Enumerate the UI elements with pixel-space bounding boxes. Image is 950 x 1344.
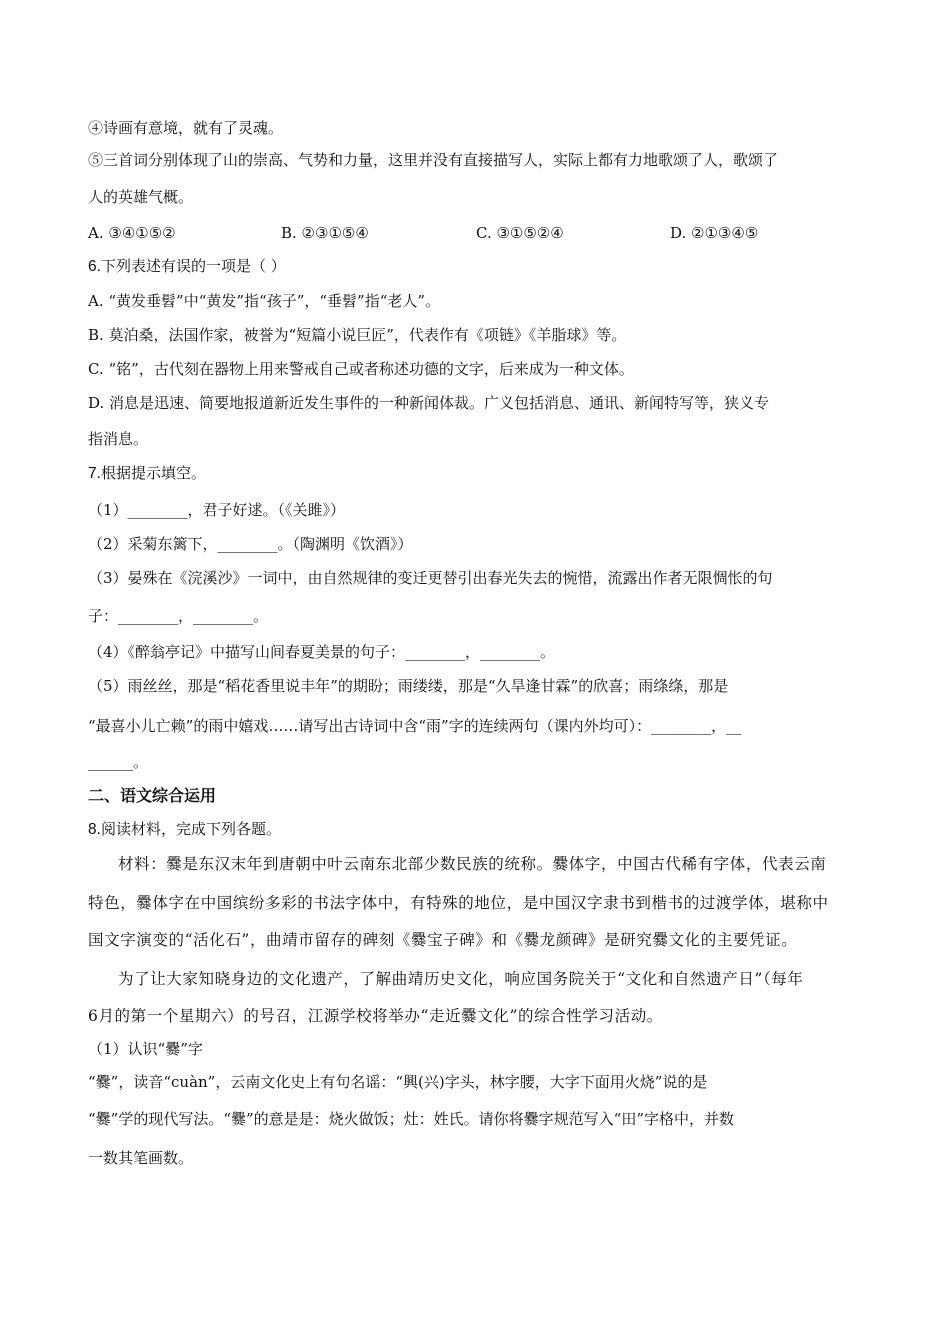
- q8-part-1-line2: “爨”学的现代写法。“爨”的意是是：烧火做饭；灶：姓氏。请你将爨字规范写入“田”字格中，并数: [88, 1110, 735, 1128]
- q8-material-2-line2: 6月的第一个星期六）的号召，江源学校将举办“走近爨文化”的综合性学习活动。: [88, 1007, 663, 1025]
- q6-option-d-line1: D. 消息是迅速、简要地报道新近发生事件的一种新闻体裁。广义包括消息、通讯、新闻特写等，狭义专: [88, 394, 770, 412]
- q5-option-b: B. ②③①⑤④: [281, 224, 369, 242]
- q6-option-c: C. “铭”，古代刻在器物上用来警戒自己或者称述功德的文字，后来成为一种文体。: [88, 360, 634, 378]
- q7-sub-5-line3: ______。: [88, 753, 149, 771]
- q6-option-a: A. “黄发垂髫”中“黄发”指“孩子”，“垂髫”指“老人”。: [88, 292, 441, 310]
- q7-sub-5-line1: （5）雨丝丝，那是“稻花香里说丰年”的期盼；雨缕缕，那是“久旱逢甘霖”的欣喜；雨绦绦，那是: [88, 677, 729, 695]
- section-heading: 二、语文综合运用: [88, 786, 217, 805]
- q7-stem: [88, 463, 206, 484]
- q8-material-1-line1: 材料：爨是东汉末年到唐朝中叶云南东北部少数民族的统称。爨体字，中国古代稀有字体，代表云南: [118, 855, 827, 873]
- q8-number: 8.: [88, 821, 101, 838]
- q8-material-1-line3: 国文字演变的“活化石”，曲靖市留存的碑刻《爨宝子碑》和《爨龙颜碑》是研究爨文化的主要凭证。: [88, 931, 798, 949]
- q8-material-2-line1: 为了让大家知晓身边的文化遗产，了解曲靖历史文化，响应国务院关于“文化和自然遗产日”（每年: [118, 970, 804, 988]
- q8-part-1-line3: 一数其笔画数。: [88, 1149, 194, 1167]
- q6-number: 6.: [88, 258, 101, 275]
- q5-option-a: A. ③④①⑤②: [88, 224, 176, 242]
- q5-item-5-line2: 人的英雄气概。: [88, 188, 194, 206]
- q8-part-1-title: （1）认识“爨”字: [88, 1040, 203, 1058]
- q6-stem-text: 下列表述有误的一项是（ ）: [100, 257, 286, 275]
- q7-sub-2: （2）采菊东篱下，________。（陶渊明《饮酒》）: [88, 535, 413, 553]
- q7-number: 7.: [88, 465, 101, 482]
- q6-option-b: B. 莫泊桑，法国作家，被誉为“短篇小说巨匠”，代表作有《项链》《羊脂球》等。: [88, 326, 627, 344]
- q7-sub-3-line2: 子：________，________。: [88, 607, 269, 625]
- q7-sub-5-line2: “最喜小儿亡赖”的雨中嬉戏……请写出古诗词中含“雨”字的连续两句（课内外均可）：________，__: [88, 717, 742, 735]
- q8-stem: [88, 819, 281, 840]
- q5-item-5-line1: ⑤三首词分别体现了山的崇高、气势和力量，这里并没有直接描写人，实际上都有力地歌颂了人，歌颂了: [88, 151, 779, 169]
- q7-sub-1: （1）________，君子好逑。（《关雎》）: [88, 501, 346, 519]
- q5-option-d: D. ②①③④⑤: [670, 224, 759, 242]
- q7-sub-3-line1: （3）晏殊在《浣溪沙》一词中，由自然规律的变迁更替引出春光失去的惋惜，流露出作者无限惆怅的句: [88, 569, 773, 587]
- q6-option-d-line2: 指消息。: [88, 430, 149, 448]
- q7-sub-4: （4）《醉翁亭记》中描写山间春夏美景的句子：________，________。: [88, 643, 556, 661]
- q8-material-1-line2: 特色，爨体字在中国缤纷多彩的书法字体中，有特殊的地位，是中国汉字隶书到楷书的过渡学体，堪称中: [88, 894, 829, 912]
- q6-stem: [88, 256, 286, 277]
- q5-option-c: C. ③①⑤②④: [476, 224, 564, 242]
- q8-part-1-line1: “爨”，读音“cuàn”，云南文化史上有句名谣：“興(兴)字头，林字腰，大字下面用火烧”说的是: [88, 1073, 708, 1091]
- q8-stem-text: 阅读材料，完成下列各题。: [100, 820, 281, 838]
- q5-item-4: ④诗画有意境，就有了灵魂。: [88, 119, 284, 137]
- q7-stem-text: 根据提示填空。: [100, 464, 206, 482]
